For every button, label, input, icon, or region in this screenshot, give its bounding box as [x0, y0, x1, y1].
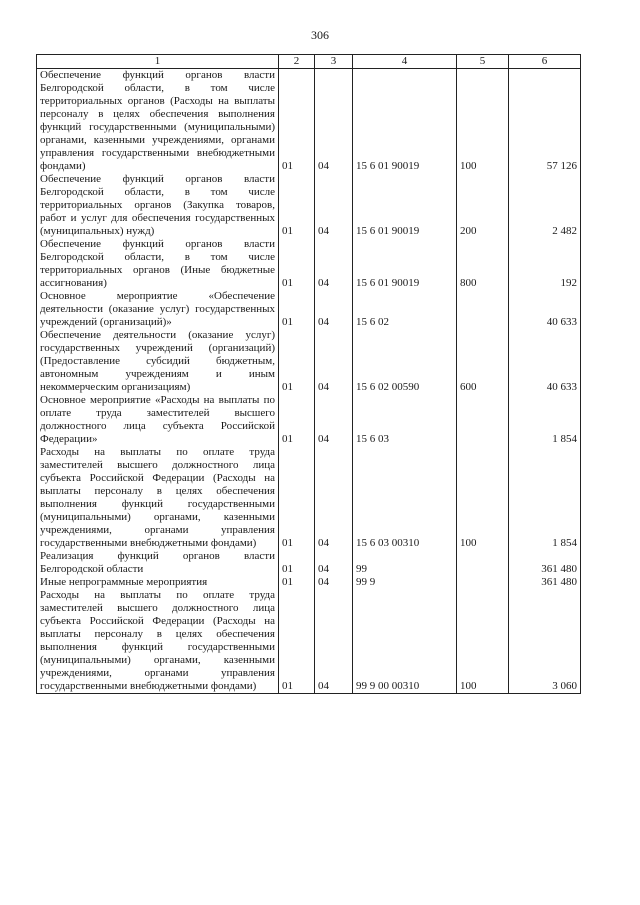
- table-row: [37, 394, 581, 446]
- row-amount: 57 126: [509, 69, 581, 174]
- header-col-5: 5: [457, 55, 509, 69]
- row-subsection: 04: [315, 238, 353, 290]
- row-target-article: 99 9: [353, 576, 457, 589]
- row-subsection: 04: [315, 576, 353, 589]
- row-name: Основное мероприятие «Расходы на выплаты по оплате труда заместителей высшего должностного лица субъекта Российской Федерации»: [37, 394, 279, 446]
- row-section: 01: [279, 446, 315, 550]
- row-name: Расходы на выплаты по оплате труда заместителей высшего должностного лица субъекта Российской Федерации (Расходы на выплаты персоналу в целях обеспечения выполнения функций государственными (муниципальными) органами, казенными учреждениями, органами управления государственными внебюджетными фондами): [37, 589, 279, 694]
- row-amount: 3 060: [509, 589, 581, 694]
- row-name: Иные непрограммные мероприятия: [37, 576, 279, 589]
- table-row: [37, 238, 581, 290]
- row-subsection: 04: [315, 589, 353, 694]
- row-subsection: 04: [315, 394, 353, 446]
- header-col-3: 3: [315, 55, 353, 69]
- row-amount: 1 854: [509, 446, 581, 550]
- table-row: [37, 589, 581, 694]
- table-row: [37, 290, 581, 329]
- table-header-row: [37, 55, 581, 69]
- row-expense-type: [457, 550, 509, 576]
- row-section: 01: [279, 290, 315, 329]
- row-expense-type: 600: [457, 329, 509, 394]
- row-section: 01: [279, 394, 315, 446]
- row-amount: 361 480: [509, 550, 581, 576]
- row-name: Обеспечение функций органов власти Белгородской области, в том числе территориальных органов (Расходы на выплаты персоналу в целях обеспечения выполнения функций государственными (муниципальными) органами, казенными учреждениями, органами управления государственными внебюджетными фондами): [37, 69, 279, 174]
- row-expense-type: 200: [457, 173, 509, 238]
- row-name: Обеспечение функций органов власти Белгородской области, в том числе территориальных органов (Иные бюджетные ассигнования): [37, 238, 279, 290]
- table-row: [37, 69, 581, 174]
- row-expense-type: 100: [457, 446, 509, 550]
- row-subsection: 04: [315, 550, 353, 576]
- row-amount: 40 633: [509, 329, 581, 394]
- row-target-article: 99: [353, 550, 457, 576]
- row-expense-type: [457, 290, 509, 329]
- row-name: Обеспечение деятельности (оказание услуг) государственных учреждений (организаций) (Предоставление субсидий бюджетным, автономным учреждениям и иным некоммерческим организациям): [37, 329, 279, 394]
- row-target-article: 15 6 03 00310: [353, 446, 457, 550]
- table-row: [37, 576, 581, 589]
- row-target-article: 15 6 02: [353, 290, 457, 329]
- row-section: 01: [279, 238, 315, 290]
- row-expense-type: 800: [457, 238, 509, 290]
- row-amount: 361 480: [509, 576, 581, 589]
- row-expense-type: 100: [457, 69, 509, 174]
- row-amount: 1 854: [509, 394, 581, 446]
- table-row: [37, 173, 581, 238]
- row-target-article: 15 6 01 90019: [353, 69, 457, 174]
- header-col-1: 1: [37, 55, 279, 69]
- budget-table: [36, 54, 581, 694]
- row-name: Реализация функций органов власти Белгородской области: [37, 550, 279, 576]
- row-section: 01: [279, 576, 315, 589]
- row-amount: 192: [509, 238, 581, 290]
- row-section: 01: [279, 550, 315, 576]
- table-row: [37, 446, 581, 550]
- row-amount: 40 633: [509, 290, 581, 329]
- row-section: 01: [279, 329, 315, 394]
- table-row: [37, 329, 581, 394]
- row-subsection: 04: [315, 69, 353, 174]
- row-subsection: 04: [315, 329, 353, 394]
- page-number: 306: [311, 28, 329, 42]
- header-col-4: 4: [353, 55, 457, 69]
- row-name: Расходы на выплаты по оплате труда заместителей высшего должностного лица субъекта Российской Федерации (Расходы на выплаты персоналу в целях обеспечения выполнения функций государственными (муниципальными) органами, казенными учреждениями, органами управления государственными внебюджетными фондами): [37, 446, 279, 550]
- row-expense-type: 100: [457, 589, 509, 694]
- row-target-article: 15 6 01 90019: [353, 238, 457, 290]
- row-target-article: 15 6 01 90019: [353, 173, 457, 238]
- row-expense-type: [457, 394, 509, 446]
- row-name: Основное мероприятие «Обеспечение деятельности (оказание услуг) государственных учреждений (организаций)»: [37, 290, 279, 329]
- row-target-article: 15 6 02 00590: [353, 329, 457, 394]
- row-target-article: 15 6 03: [353, 394, 457, 446]
- header-col-6: 6: [509, 55, 581, 69]
- row-target-article: 99 9 00 00310: [353, 589, 457, 694]
- header-col-2: 2: [279, 55, 315, 69]
- row-section: 01: [279, 69, 315, 174]
- table-row: [37, 550, 581, 576]
- row-subsection: 04: [315, 173, 353, 238]
- row-amount: 2 482: [509, 173, 581, 238]
- row-section: 01: [279, 173, 315, 238]
- row-expense-type: [457, 576, 509, 589]
- row-name: Обеспечение функций органов власти Белгородской области, в том числе территориальных органов (Закупка товаров, работ и услуг для обеспечения государственных (муниципальных) нужд): [37, 173, 279, 238]
- row-section: 01: [279, 589, 315, 694]
- row-subsection: 04: [315, 290, 353, 329]
- row-subsection: 04: [315, 446, 353, 550]
